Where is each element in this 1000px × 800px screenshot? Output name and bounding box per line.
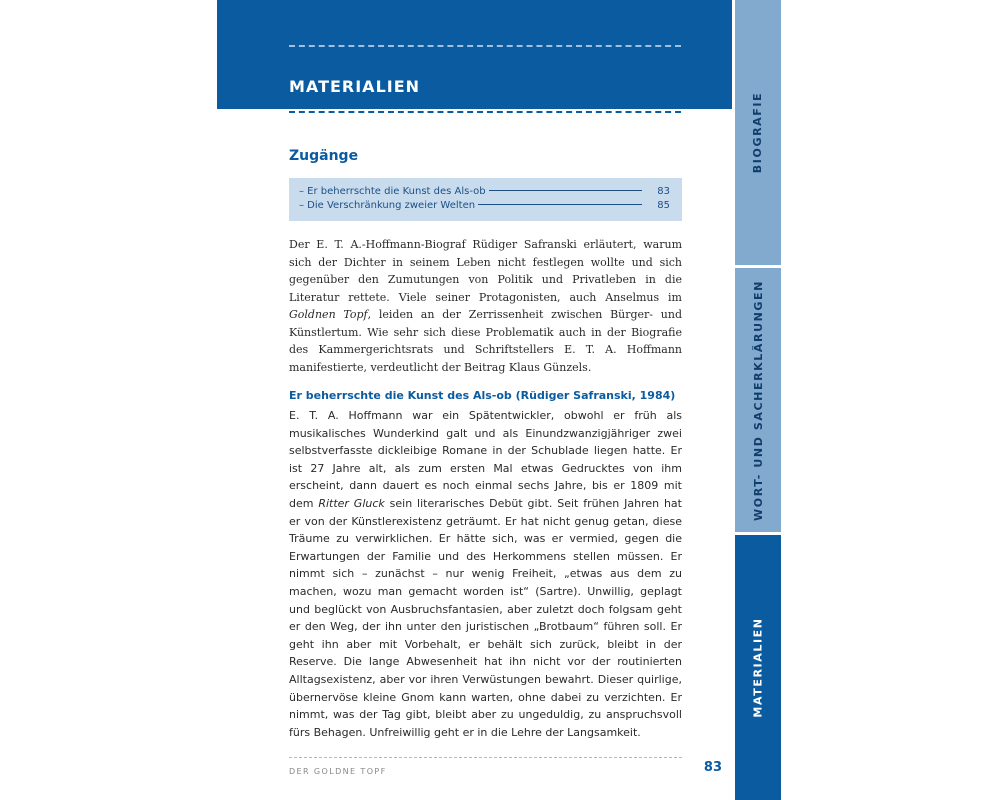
- toc-entry-page: 83: [657, 186, 670, 197]
- article-body: [289, 407, 682, 741]
- toc-entry-page: 85: [657, 200, 670, 211]
- page-title: MATERIALIEN: [289, 77, 421, 96]
- intro-text: Der E. T. A.-Hoffmann-Biograf Rüdiger Safranski erläutert, warum sich der Dichter in seinem Leben nicht festlegen wollte und sich gegenüber den Zumutungen von Politik und Privatleben in die Literatur rettete. Viele seiner Protagonisten, auch Anselmus im: [289, 238, 682, 304]
- footer-divider: [289, 757, 682, 758]
- intro-text: , leiden an der Zerrissenheit zwischen Bürger- und Künstlertum. Wie sehr sich diese Problematik auch in der Biografie des Kammergerichtsrats und Schriftstellers E. T. A. Hoffmann manifestierte, verdeutlicht der Beitrag Klaus Günzels.: [289, 308, 682, 374]
- toc-entry-label: – Die Verschränkung zweier Welten: [299, 200, 476, 211]
- intro-paragraph: [289, 236, 682, 376]
- toc-leader-line: [478, 204, 642, 205]
- intro-book-title: Goldnen Topf: [289, 308, 368, 321]
- header-divider-top: [289, 45, 681, 47]
- toc-entry[interactable]: [299, 199, 670, 213]
- tab-label: MATERIALIEN: [751, 617, 765, 718]
- tab-materialien[interactable]: [735, 535, 781, 800]
- footer-book-title: DER GOLDNE TOPF: [289, 767, 387, 776]
- article-text: E. T. A. Hoffmann war ein Spätentwickler, obwohl er früh als musikalisches Wunderkind galt und als Einundzwanzigjähriger zwei selbstverfasste dickleibige Romane in der Schublade liegen hatte. Er ist 27 Jahre alt, als zum ersten Mal etwas Gedrucktes von ihm erscheint, dann dauert es noch einmal sechs Jahre, bis er 1809 mit dem: [289, 409, 682, 510]
- tab-label: WORT- UND SACHERKLÄRUNGEN: [751, 279, 765, 521]
- tab-wort-und-sacherklaerungen[interactable]: [735, 268, 781, 532]
- toc-entry-label: – Er beherrschte die Kunst des Als-ob: [299, 186, 486, 197]
- toc-entry[interactable]: [299, 185, 670, 199]
- tab-biografie[interactable]: [735, 0, 781, 265]
- toc-leader-line: [489, 190, 642, 191]
- article-text: sein literarisches Debüt gibt. Seit frühen Jahren hat er von der Künstlerexistenz geträumt. Er hat nicht genug getan, diese Träume zu verwirklichen. Er hätte sich, was er vermied, gegen die Erwartungen der Familie und des Herkommens stellen müssen. Er nimmt sich – zunächst – nur wenig Freiheit, „etwas aus dem zu machen, wozu man gemacht worden ist“ (Sartre). Unwillig, geplagt und beglückt von Ausbruchsfantasien, aber zuletzt doch folgsam geht er den Weg, der ihn unter den juristischen „Brotbaum“ führen soll. Er geht ihn aber mit Vorbehalt, er behält sich zurück, bleibt in der Reserve. Die lange Abwesenheit hat ihn nicht vor der routinierten Alltagsexistenz, aber vor ihren Verwüstungen bewahrt. Dieser quirlige, übernervöse kleine Gnom kann warten, ohne dabei zu verzichten. Er nimmt, was der Tag gibt, bleibt aber zu ungeduldig, zu anspruchsvoll fürs Behagen. Unfreiwillig geht er in die Lehre der Langsamkeit.: [289, 496, 682, 739]
- tab-label: BIOGRAFIE: [751, 91, 765, 174]
- article-work-title: Ritter Gluck: [318, 496, 385, 510]
- article-heading: Er beherrschte die Kunst des Als-ob (Rüdiger Safranski, 1984): [289, 389, 676, 402]
- section-title: Zugänge: [289, 148, 359, 164]
- header-divider-bottom: [289, 111, 681, 113]
- table-of-contents: [289, 178, 682, 221]
- page-number: 83: [703, 760, 722, 775]
